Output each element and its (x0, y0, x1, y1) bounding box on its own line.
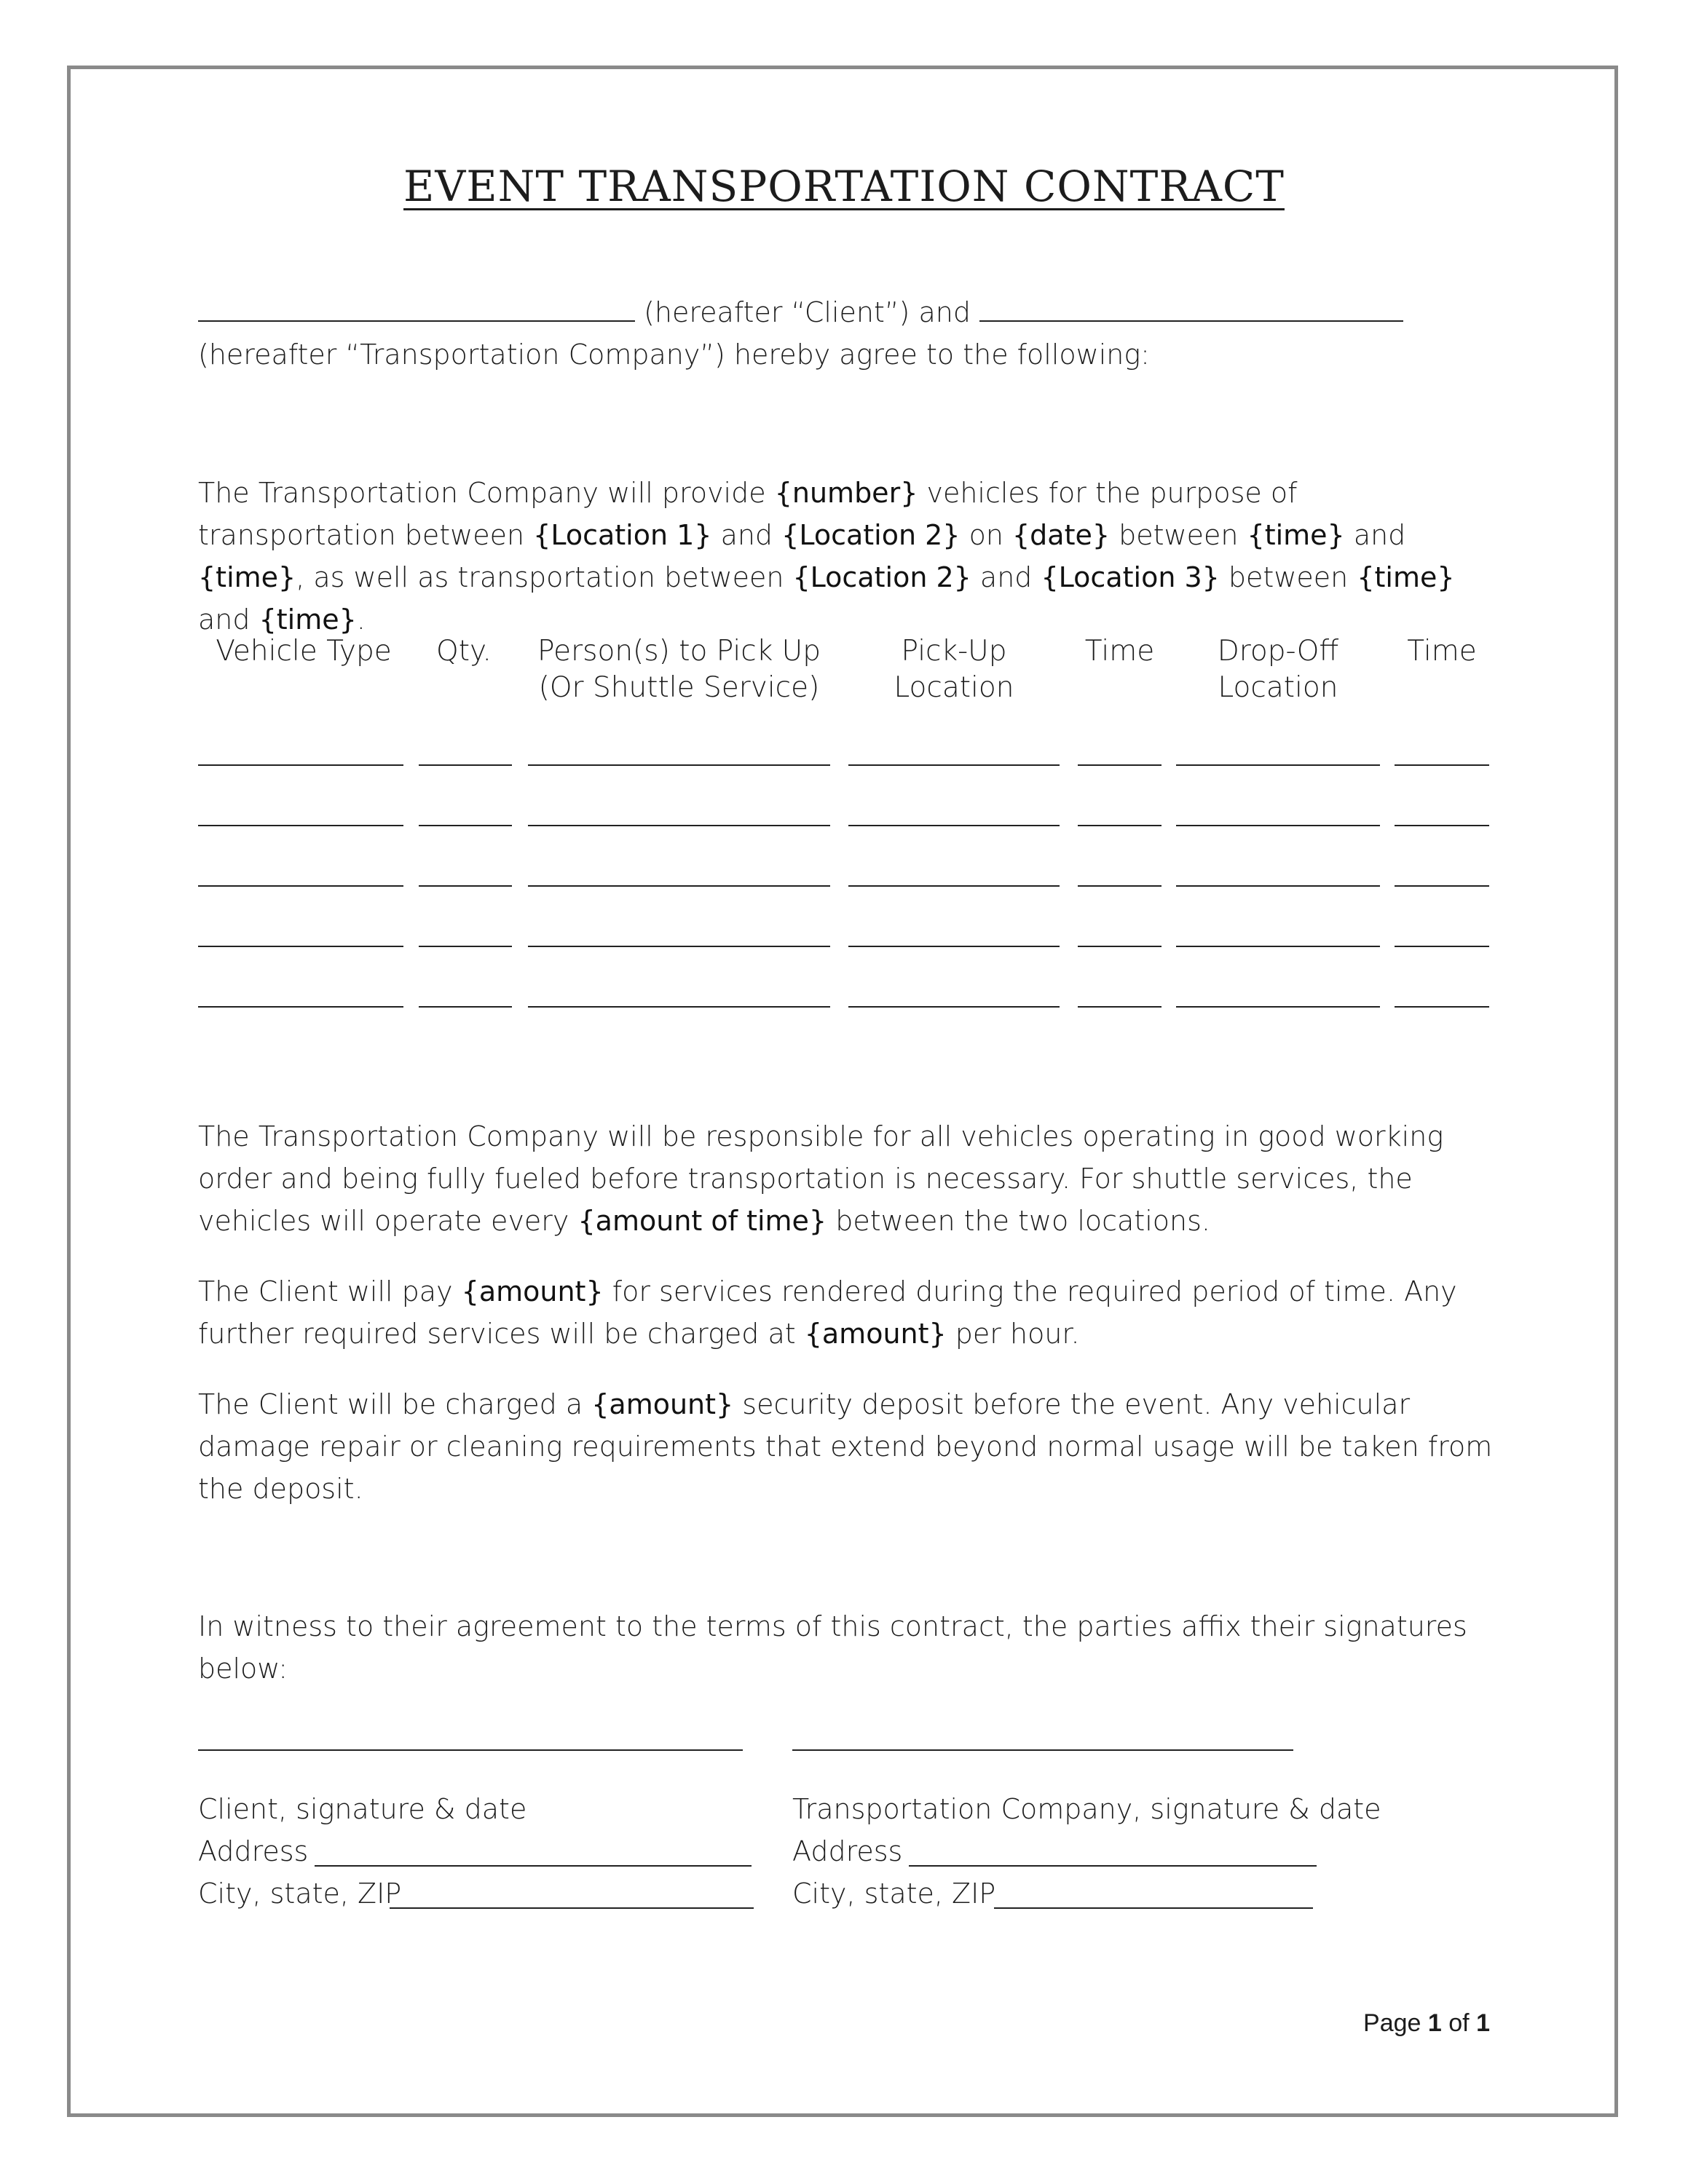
p3-text: The Client will pay (198, 1275, 462, 1307)
parties-paragraph (198, 291, 1494, 376)
table-blank-pickup-location[interactable] (848, 946, 1060, 947)
header-vehicle-type: Vehicle Type (216, 635, 392, 668)
p1-text: between (1110, 519, 1247, 551)
p1-text: and (198, 604, 259, 636)
placeholder-time: {time} (1247, 519, 1345, 551)
table-blank-dropoff-location[interactable] (1176, 885, 1380, 887)
company-signature-label: Transportation Company, signature & date (792, 1793, 1381, 1825)
placeholder-location-2: {Location 2} (781, 519, 961, 551)
placeholder-amount: {amount} (591, 1388, 734, 1420)
header-time-1: Time (1084, 635, 1155, 668)
table-blank-pickup-time[interactable] (1078, 764, 1162, 766)
table-blank-vehicle-type[interactable] (198, 825, 403, 826)
company-signature-line[interactable] (792, 1749, 1293, 1751)
placeholder-time: {time} (259, 604, 357, 636)
header-persons-pickup: Person(s) to Pick Up (Or Shuttle Service) (537, 635, 821, 704)
client-address-field[interactable] (315, 1865, 752, 1867)
p4-text: The Client will be charged a (198, 1388, 592, 1420)
table-blank-persons-pickup[interactable] (528, 946, 830, 947)
page-prefix: Page (1363, 2009, 1428, 2037)
placeholder-location-3: {Location 3} (1041, 561, 1220, 593)
p1-text: on (960, 519, 1012, 551)
page-total: 1 (1476, 2009, 1490, 2037)
company-name-blank[interactable] (979, 320, 1403, 322)
responsibility-paragraph (198, 1115, 1494, 1242)
table-blank-dropoff-time[interactable] (1395, 885, 1489, 887)
table-blank-qty[interactable] (419, 764, 512, 766)
table-blank-vehicle-type[interactable] (198, 946, 403, 947)
client-name-blank[interactable] (198, 320, 635, 322)
p1-text: and (971, 561, 1041, 593)
placeholder-date: {date} (1011, 519, 1111, 551)
table-blank-pickup-location[interactable] (848, 885, 1060, 887)
table-blank-vehicle-type[interactable] (198, 764, 403, 766)
payment-paragraph (198, 1270, 1494, 1355)
client-city-field[interactable] (390, 1907, 754, 1909)
table-blank-dropoff-location[interactable] (1176, 1006, 1380, 1008)
table-blank-pickup-time[interactable] (1078, 1006, 1162, 1008)
placeholder-number: {number} (774, 477, 918, 509)
p1-text: and (711, 519, 782, 551)
title-text: EVENT TRANSPORTATION CONTRACT (403, 162, 1285, 211)
header-qty: Qty. (436, 635, 492, 668)
table-blank-pickup-time[interactable] (1078, 885, 1162, 887)
header-time-2: Time (1407, 635, 1477, 668)
placeholder-amount: {amount} (461, 1275, 604, 1307)
placeholder-time: {time} (1357, 561, 1455, 593)
table-blank-pickup-time[interactable] (1078, 946, 1162, 947)
table-blank-qty[interactable] (419, 946, 512, 947)
table-blank-dropoff-time[interactable] (1395, 764, 1489, 766)
placeholder-location-2: {Location 2} (792, 561, 971, 593)
table-blank-dropoff-time[interactable] (1395, 1006, 1489, 1008)
client-address-label: Address (198, 1835, 309, 1867)
table-blank-dropoff-location[interactable] (1176, 764, 1380, 766)
table-blank-persons-pickup[interactable] (528, 764, 830, 766)
table-blank-dropoff-location[interactable] (1176, 825, 1380, 826)
p1-text: vehicles for the purpose of transportation between (198, 477, 1298, 551)
header-pickup-location: Pick-Up Location (894, 635, 1014, 704)
p1-text: and (1344, 519, 1406, 551)
page-number (1363, 2009, 1490, 2038)
placeholder-location-1: {Location 1} (533, 519, 712, 551)
table-blank-qty[interactable] (419, 1006, 512, 1008)
client-signature-label: Client, signature & date (198, 1793, 527, 1825)
p1-text: The Transportation Company will provide (198, 477, 775, 509)
placeholder-amount-of-time: {amount of time} (577, 1205, 827, 1237)
table-blank-persons-pickup[interactable] (528, 825, 830, 826)
table-blank-vehicle-type[interactable] (198, 1006, 403, 1008)
parties-client-text: (hereafter “Client”) and (644, 296, 971, 328)
p1-text: . (356, 604, 366, 636)
table-blank-vehicle-type[interactable] (198, 885, 403, 887)
table-blank-persons-pickup[interactable] (528, 885, 830, 887)
table-blank-qty[interactable] (419, 885, 512, 887)
page-current: 1 (1427, 2009, 1442, 2037)
placeholder-time: {time} (198, 561, 296, 593)
p1-text: , as well as transportation between (296, 561, 793, 593)
client-signature-line[interactable] (198, 1749, 743, 1751)
table-blank-pickup-time[interactable] (1078, 825, 1162, 826)
p3-text: for services rendered during the required period of time. Any further required services will be charged at (198, 1275, 1457, 1350)
company-city-label: City, state, ZIP (792, 1878, 996, 1910)
parties-line2-text: (hereafter “Transportation Company”) hereby agree to the following: (198, 339, 1150, 371)
witness-paragraph: In witness to their agreement to the terms of this contract, the parties affix their signatures below: (198, 1610, 1467, 1685)
table-blank-pickup-location[interactable] (848, 1006, 1060, 1008)
document-title (0, 162, 1688, 211)
table-blank-dropoff-time[interactable] (1395, 946, 1489, 947)
table-blank-dropoff-time[interactable] (1395, 825, 1489, 826)
company-address-label: Address (792, 1835, 903, 1867)
table-blank-persons-pickup[interactable] (528, 1006, 830, 1008)
deposit-paragraph (198, 1383, 1494, 1510)
p4-text: security deposit before the event. Any vehicular damage repair or cleaning requirements that extend beyond normal usage will be taken from the deposit. (198, 1388, 1493, 1505)
p2-text: The Transportation Company will be responsible for all vehicles operating in good working order and being fully fueled before transportation is necessary. For shuttle services, the vehicles will operate every (198, 1120, 1444, 1237)
services-paragraph (198, 472, 1494, 641)
table-blank-pickup-location[interactable] (848, 825, 1060, 826)
page-mid: of (1441, 2009, 1477, 2037)
placeholder-amount: {amount} (804, 1318, 947, 1350)
table-blank-pickup-location[interactable] (848, 764, 1060, 766)
company-address-field[interactable] (909, 1865, 1317, 1867)
header-dropoff-location: Drop-Off Location (1217, 635, 1339, 704)
p1-text: between (1219, 561, 1357, 593)
table-blank-dropoff-location[interactable] (1176, 946, 1380, 947)
client-city-label: City, state, ZIP (198, 1878, 402, 1910)
p3-text: per hour. (946, 1318, 1080, 1350)
p2-text: between the two locations. (827, 1205, 1211, 1237)
company-city-field[interactable] (994, 1907, 1313, 1909)
table-blank-qty[interactable] (419, 825, 512, 826)
